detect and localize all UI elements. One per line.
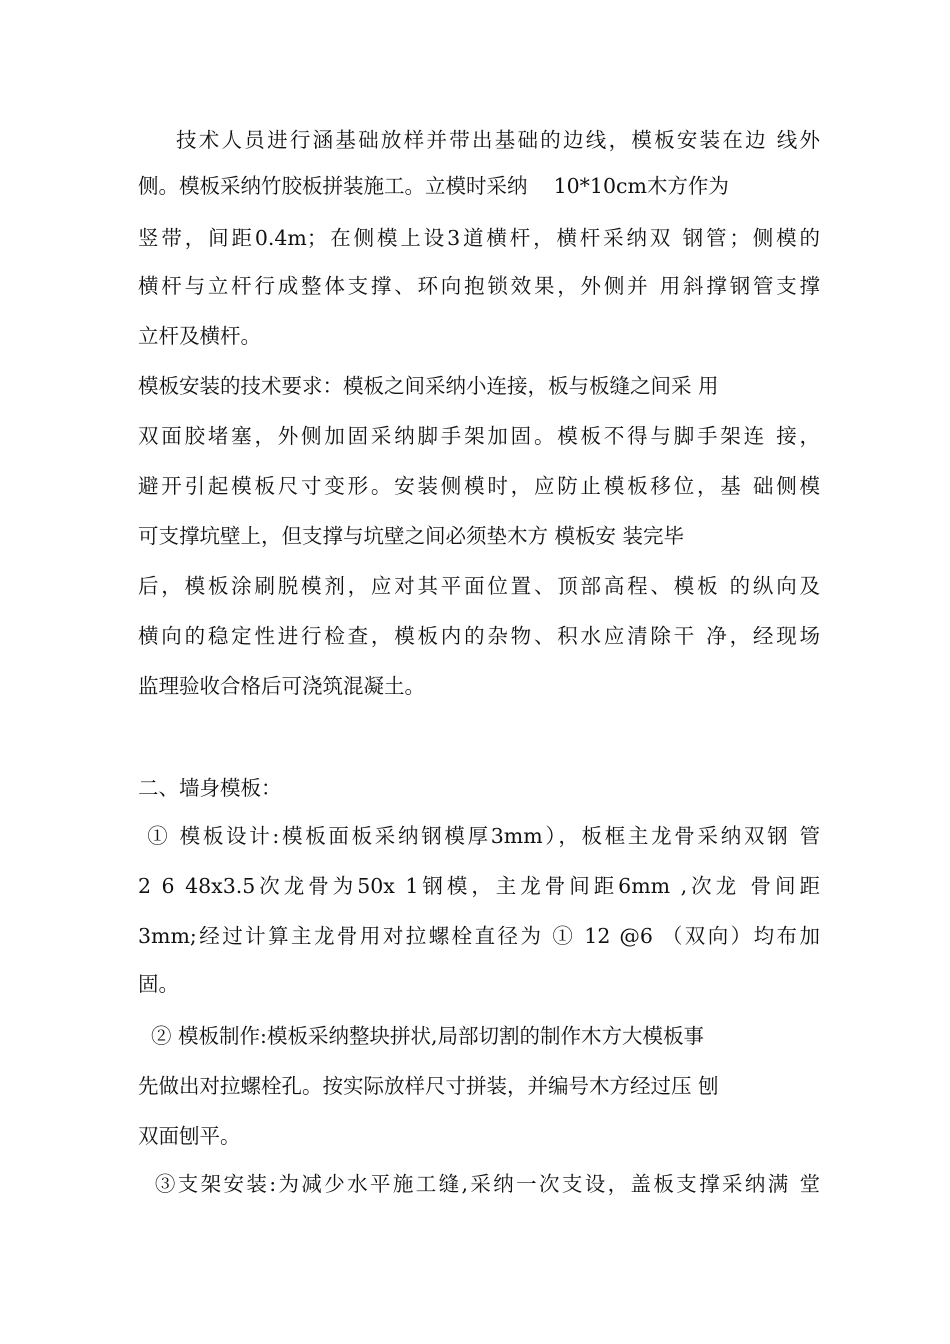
paragraph-line: 模板安装的技术要求：模板之间采纳小连接，板与板缝之间采 用 (138, 374, 719, 398)
paragraph-line: 双面刨平。 (138, 1124, 241, 1148)
paragraph-line: 侧。模板采纳竹胶板拼装施工。立模时采纳 10*10cm木方作为 (138, 174, 729, 198)
paragraph-line: ② 模板制作:模板采纳整块拼状,局部切割的制作木方大模板事 (138, 1024, 704, 1048)
paragraph-line: 后，模板涂刷脱模剂，应对其平面位置、顶部高程、模板 的纵向及 (138, 574, 820, 598)
paragraph-line: 3mm;经过计算主龙骨用对拉螺栓直径为 ① 12 @6 （双向）均布加 (138, 924, 820, 948)
paragraph-line: 竖带，间距0.4m；在侧模上设3道横杆，横杆采纳双 钢管；侧模的 (138, 226, 820, 250)
paragraph-line: 避开引起模板尺寸变形。安装侧模时，应防止模板移位，基 础侧模 (138, 474, 820, 498)
paragraph-line: 可支撑坑壁上，但支撑与坑壁之间必须垫木方 模板安 装完毕 (138, 524, 685, 548)
paragraph-line: 横杆与立杆行成整体支撑、环向抱锁效果，外侧并 用斜撑钢管支撑 (138, 274, 820, 298)
paragraph-line: ① 模板设计:模板面板采纳钢模厚3mm），板框主龙骨采纳双钢 管 (138, 824, 820, 848)
paragraph-line: 固。 (138, 972, 179, 996)
paragraph-line: 技术人员进行涵基础放样并带出基础的边线，模板安装在边 线外 (176, 128, 820, 152)
paragraph-line: 2 6 48x3.5次龙骨为50x 1钢模，主龙骨间距6mm ,次龙 骨间距 (138, 874, 820, 898)
paragraph-line: ③支架安装:为减少水平施工缝,采纳一次支设，盖板支撑采纳满 堂 (146, 1172, 820, 1196)
paragraph-line: 双面胶堵塞，外侧加固采纳脚手架加固。模板不得与脚手架连 接， (138, 424, 820, 448)
paragraph-line: 立杆及横杆。 (138, 324, 261, 348)
paragraph-line: 先做出对拉螺栓孔。按实际放样尺寸拼装，并编号木方经过压 刨 (138, 1074, 719, 1098)
section-heading: 二、墙身模板： (138, 776, 282, 800)
paragraph-line: 横向的稳定性进行检查，模板内的杂物、积水应清除干 净，经现场 (138, 624, 820, 648)
paragraph-line: 监理验收合格后可浇筑混凝土。 (138, 674, 425, 698)
